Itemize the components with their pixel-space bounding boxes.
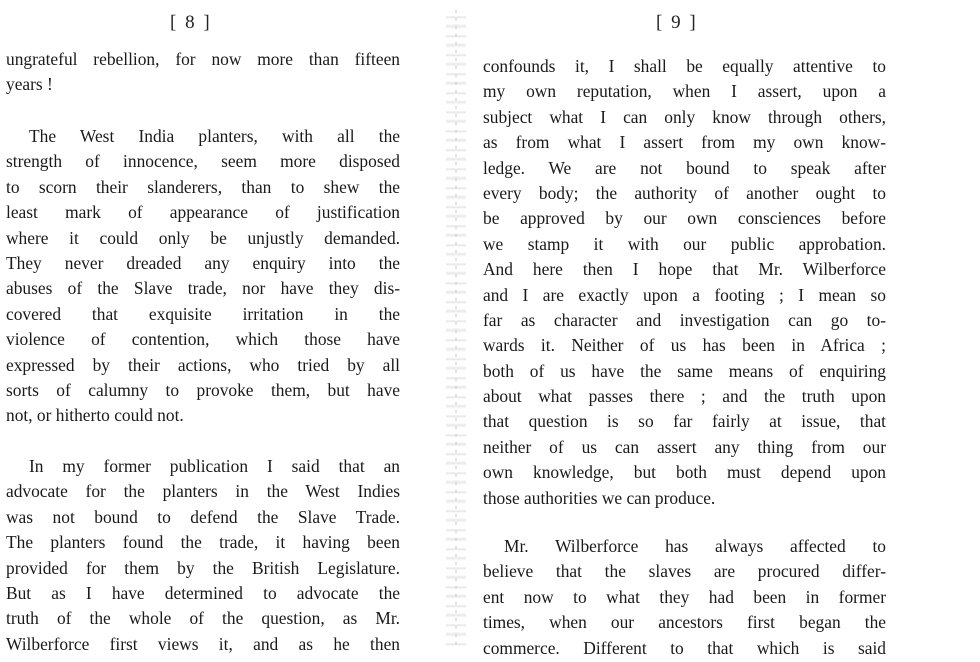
text-line: Mr. Wilberforce has always affected to <box>504 536 886 556</box>
right-page <box>470 0 890 662</box>
text-line: those authorities we can produce. <box>483 487 716 508</box>
text-line: ent now to what they had been in former <box>483 586 886 607</box>
text-line: provided for them by the British Legislature. <box>6 557 400 578</box>
text-line: sorts of calumny to provoke them, but have <box>6 379 400 400</box>
text-line: truth of the whole of the question, as Mr. <box>6 608 400 629</box>
text-line: But as I have determined to advocate the <box>6 582 400 603</box>
text-line: The planters found the trade, it having been <box>6 532 400 553</box>
page-number-left: [ 8 ] <box>170 12 212 33</box>
text-line: my own reputation, when I assert, upon a <box>483 81 886 102</box>
paragraph <box>470 54 890 511</box>
text-line: about what passes there ; and the truth upon <box>483 386 886 407</box>
text-line: wards it. Neither of us has been in Africa ; <box>483 335 886 356</box>
text-line: expressed by their actions, who tried by all <box>6 354 400 375</box>
text-line: we stamp it with our public approbation. <box>483 233 886 254</box>
text-line: confounds it, I shall be equally attentive to <box>483 56 886 76</box>
paragraph <box>0 454 400 657</box>
text-line: Wilberforce first views it, and as he then <box>6 633 400 654</box>
text-line: where it could only be unjustly demanded. <box>6 227 400 248</box>
text-line: every body; the authority of another ought to <box>483 182 886 203</box>
text-line: times, when our ancestors first began the <box>483 612 886 633</box>
text-line: not, or hitherto could not. <box>6 405 184 426</box>
text-line: neither of us can assert any thing from our <box>483 436 886 457</box>
page-number-right: [ 9 ] <box>656 12 698 33</box>
text-line: advocate for the planters in the West Indies <box>6 481 400 502</box>
text-line: They never dreaded any enquiry into the <box>6 252 400 273</box>
paragraph <box>0 124 400 429</box>
text-line: subject what I can only know through others, <box>483 106 886 127</box>
text-line: violence of contention, which those have <box>6 329 400 350</box>
left-page <box>0 0 400 662</box>
text-line: and I are exactly upon a footing ; I mean so <box>483 284 886 305</box>
text-line: ledge. We are not bound to speak after <box>483 157 886 178</box>
paragraph <box>0 47 400 98</box>
paragraph <box>470 534 890 661</box>
text-line: abuses of the Slave trade, nor have they dis- <box>6 278 400 299</box>
text-line: far as character and investigation can go to- <box>483 309 886 330</box>
text-line: commerce. Different to that which is said <box>483 637 886 658</box>
text-line: be approved by our own consciences before <box>483 208 886 229</box>
text-line: covered that exquisite irritation in the <box>6 303 400 324</box>
text-line: own knowledge, but both must depend upon <box>483 462 886 483</box>
text-line: The West India planters, with all the <box>29 126 400 146</box>
text-line: strength of innocence, seem more disposed <box>6 151 400 172</box>
text-line: In my former publication I said that an <box>29 456 400 476</box>
text-line: both of us have the same means of enquiring <box>483 360 886 381</box>
text-line: believe that the slaves are procured differ- <box>483 561 886 582</box>
text-line: as from what I assert from my own know- <box>483 132 886 153</box>
text-line: to scorn their slanderers, than to shew the <box>6 176 400 197</box>
text-line: ungrateful rebellion, for now more than fifteen <box>6 49 400 69</box>
book-gutter <box>446 10 466 650</box>
text-line: that question is so far fairly at issue, that <box>483 411 886 432</box>
text-line: was not bound to defend the Slave Trade. <box>6 506 400 527</box>
text-line: least mark of appearance of justification <box>6 202 400 223</box>
text-line: And here then I hope that Mr. Wilberforce <box>483 259 886 280</box>
text-line: years ! <box>6 74 53 95</box>
